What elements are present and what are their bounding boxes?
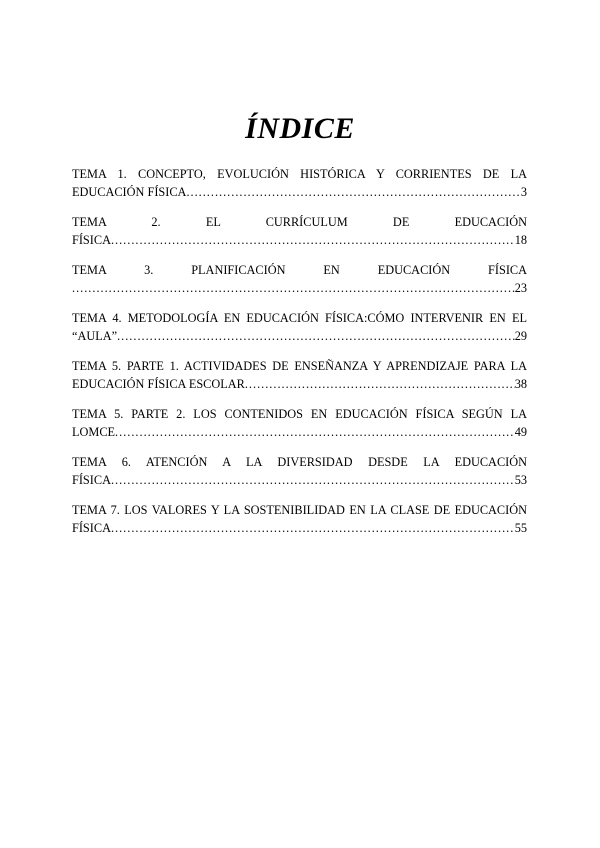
toc-page-number: 18: [514, 233, 527, 247]
leader-dots: [72, 279, 515, 297]
toc-entry-3: [72, 261, 527, 297]
toc-entry-continuation: EDUCACIÓN FÍSICA ESCOLAR: [72, 377, 245, 391]
toc-entry-8: [72, 501, 527, 537]
toc-entry-heading: TEMA 1. CONCEPTO, EVOLUCIÓN HISTÓRICA Y CORRIENTES DE LA: [72, 167, 527, 181]
index-title: ÍNDICE: [245, 112, 355, 145]
leader-dots: [111, 471, 515, 489]
toc-entry-heading: TEMA 5. PARTE 1. ACTIVIDADES DE ENSEÑANZA Y APRENDIZAJE PARA LA: [72, 359, 527, 373]
toc-entry-line: [72, 183, 527, 201]
toc-entry-7: [72, 453, 527, 489]
toc-entry-continuation: FÍSICA: [72, 473, 111, 487]
toc-entry-heading: TEMA 4. METODOLOGÍA EN EDUCACIÓN FÍSICA:CÓMO INTERVENIR EN EL: [72, 311, 527, 325]
toc-entry-heading: TEMA 3. PLANIFICACIÓN EN EDUCACIÓN FÍSICA: [72, 263, 527, 277]
leader-dots: [186, 183, 520, 201]
leader-dots: [111, 231, 515, 249]
toc-entry-5: [72, 357, 527, 393]
toc-page-number: 55: [514, 521, 527, 535]
toc-entry-heading: TEMA 6. ATENCIÓN A LA DIVERSIDAD DESDE LA EDUCACIÓN: [72, 455, 527, 469]
leader-dots: [111, 519, 515, 537]
toc-page-number: 23: [514, 281, 527, 295]
toc-page-number: 3: [520, 185, 527, 199]
toc-page-number: 53: [514, 473, 527, 487]
table-of-contents: [72, 165, 527, 549]
toc-entry-line: [72, 231, 527, 249]
toc-entry-line: [72, 375, 527, 393]
toc-entry-4: [72, 309, 527, 345]
toc-entry-line: [72, 279, 527, 297]
toc-entry-1: [72, 165, 527, 201]
toc-entry-continuation: EDUCACIÓN FÍSICA: [72, 185, 187, 199]
toc-entry-heading: TEMA 2. EL CURRÍCULUM DE EDUCACIÓN: [72, 215, 527, 229]
toc-entry-continuation: LOMCE: [72, 425, 116, 439]
toc-entry-continuation: FÍSICA: [72, 521, 111, 535]
leader-dots: [115, 423, 515, 441]
leader-dots: [245, 375, 515, 393]
toc-entry-line: [72, 327, 527, 345]
toc-entry-continuation: “AULA”: [72, 329, 118, 343]
toc-page-number: 38: [514, 377, 527, 391]
toc-page-number: 29: [514, 329, 527, 343]
toc-entry-6: [72, 405, 527, 441]
toc-entry-2: [72, 213, 527, 249]
toc-page-number: 49: [514, 425, 527, 439]
toc-entry-line: [72, 423, 527, 441]
toc-entry-heading: TEMA 7. LOS VALORES Y LA SOSTENIBILIDAD EN LA CLASE DE EDUCACIÓN: [72, 503, 527, 517]
toc-entry-line: [72, 471, 527, 489]
toc-entry-line: [72, 519, 527, 537]
toc-entry-heading: TEMA 5. PARTE 2. LOS CONTENIDOS EN EDUCACIÓN FÍSICA SEGÚN LA: [72, 407, 527, 421]
toc-entry-continuation: FÍSICA: [72, 233, 111, 247]
leader-dots: [117, 327, 515, 345]
